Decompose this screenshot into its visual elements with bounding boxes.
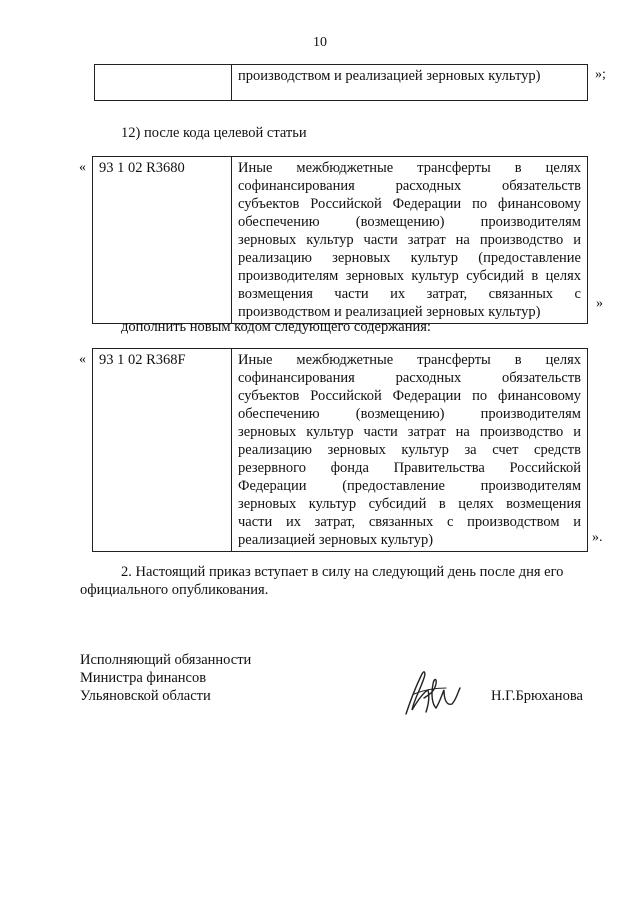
signatory-position-line3: Ульяновской области	[80, 688, 211, 704]
signatory-position	[80, 651, 251, 705]
table2-line: обеспечению (возмещению) производителям	[238, 406, 581, 422]
paragraph-2-line2: официального опубликования.	[80, 582, 269, 598]
table2-line: зерновых культур части затрат на производство и	[238, 424, 581, 440]
top-continuation-table	[94, 64, 588, 101]
table1-line: возмещения части их затрат, связанных с	[238, 286, 581, 302]
table2-line: части их затрат, связанных с производством и	[238, 514, 581, 530]
table2-line: резервного фонда Правительства Российской	[238, 460, 581, 476]
table2-line: реализацией зерновых культур)	[238, 532, 434, 548]
code-table-r3680	[92, 156, 588, 324]
table1-line: субъектов Российской Федерации по финансовому	[238, 196, 581, 212]
table1-line: обеспечению (возмещению) производителям	[238, 214, 581, 230]
table1-line: производством и реализацией зерновых культур)	[238, 304, 541, 320]
table1-line: реализацию зерновых культур (предоставление	[238, 250, 581, 266]
signatory-position-line1: Исполняющий обязанности	[80, 652, 252, 668]
table1-line: Иные межбюджетные трансферты в целях	[238, 160, 581, 176]
table1-code-cell: 93 1 02 R3680	[93, 157, 232, 324]
table1-line: производителям зерновых культур субсидий в целях	[238, 268, 581, 284]
table2-line: реализацию зерновых культур за счет средств	[238, 442, 581, 458]
supplement-text: дополнить новым кодом следующего содержания:	[121, 319, 431, 335]
table1-line: софинансирования расходных обязательств	[238, 178, 581, 194]
item-12-text: 12) после кода целевой статьи	[121, 125, 307, 141]
table1-line: зерновых культур части затрат на производство и	[238, 232, 581, 248]
table2-description-cell	[232, 349, 588, 552]
top-code-cell	[95, 65, 232, 101]
table2-line: Федерации (предоставление производителям	[238, 478, 581, 494]
table1-description-cell	[232, 157, 588, 324]
table2-line: зерновых культур субсидий в целях возмещения	[238, 496, 581, 512]
signatory-name: Н.Г.Брюханова	[491, 688, 583, 704]
table2-line: Иные межбюджетные трансферты в целях	[238, 352, 581, 368]
table1-close-quote: »	[596, 296, 603, 311]
table2-line: софинансирования расходных обязательств	[238, 370, 581, 386]
table2-code-cell: 93 1 02 R368F	[93, 349, 232, 552]
top-closing-quote: »;	[595, 67, 606, 82]
table2-line: субъектов Российской Федерации по финансовому	[238, 388, 581, 404]
table2-close-quote: ».	[592, 530, 603, 545]
paragraph-2-line1: 2. Настоящий приказ вступает в силу на следующий день после дня его	[121, 564, 564, 580]
page-number: 10	[313, 35, 327, 50]
signatory-position-line2: Министра финансов	[80, 670, 207, 686]
code-table-r368f	[92, 348, 588, 552]
table2-open-quote: «	[79, 352, 86, 367]
table1-open-quote: «	[79, 160, 86, 175]
top-description-cell: производством и реализацией зерновых культур)	[232, 65, 588, 101]
handwritten-signature	[400, 664, 468, 718]
